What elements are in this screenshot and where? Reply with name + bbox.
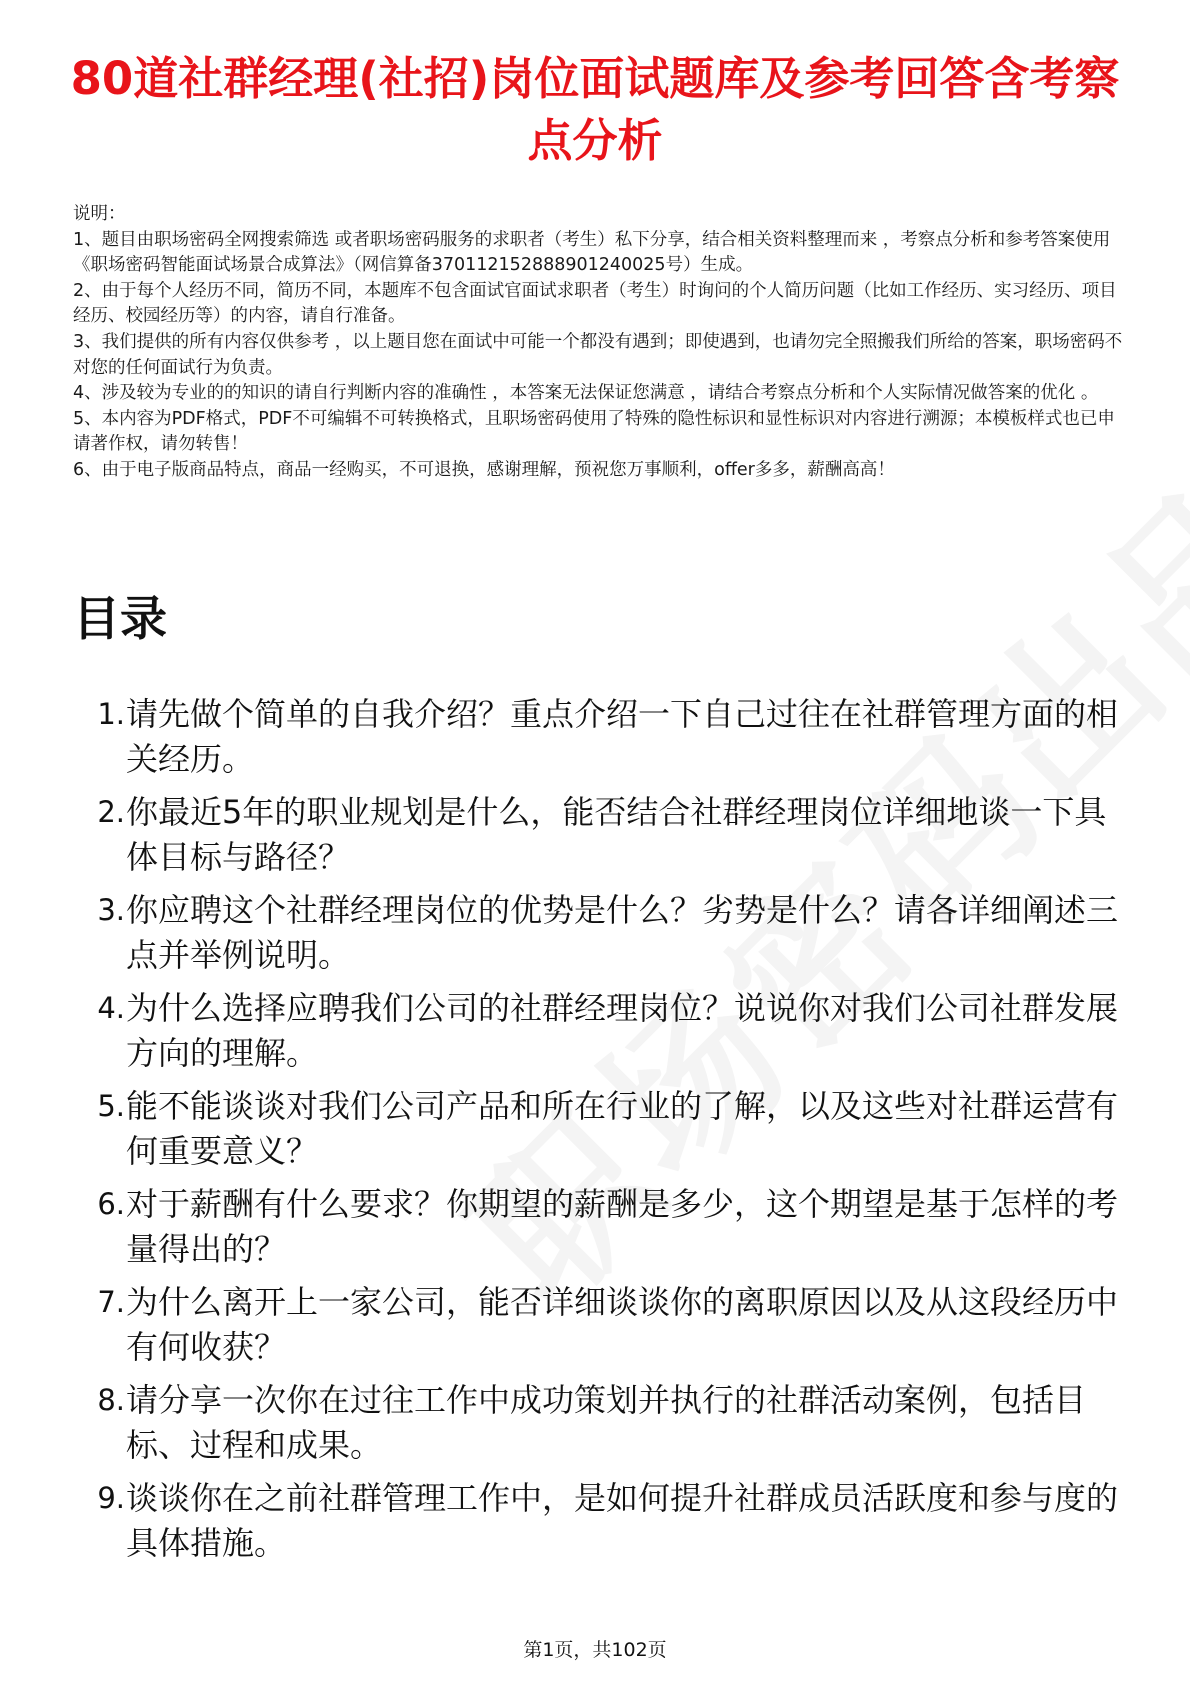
toc-item[interactable] xyxy=(0,1476,1190,1574)
toc-item-text: 谈谈你在之前社群管理工作中，是如何提升社群成员活跃度和参与度的具体措施。 xyxy=(126,1479,1119,1562)
toc-item-text: 为什么离开上一家公司，能否详细谈谈你的离职原因以及从这段经历中有何收获？ xyxy=(126,1283,1119,1366)
toc-item-number: 3. xyxy=(97,893,125,927)
note-item: 1、题目由职场密码全网搜索筛选 或者职场密码服务的求职者（考生）私下分享，结合相关资料整理而来 ，考察点分析和参考答案使用《职场密码智能面试场景合成算法》（网信算备370112152888901240025号）生成。 xyxy=(73,229,1111,276)
toc-item[interactable] xyxy=(0,790,1190,888)
toc-item[interactable] xyxy=(0,1280,1190,1378)
toc-item-number: 8. xyxy=(97,1383,125,1417)
table-of-contents xyxy=(0,692,1190,1574)
toc-item[interactable] xyxy=(0,1182,1190,1280)
toc-item[interactable] xyxy=(0,1378,1190,1476)
document-title: 80道社群经理(社招)岗位面试题库及参考回答含考察点分析 xyxy=(70,52,1120,167)
notes-section xyxy=(73,202,1123,484)
toc-item-text: 请先做个简单的自我介绍？重点介绍一下自己过往在社群管理方面的相关经历。 xyxy=(126,695,1119,778)
toc-item-text: 你最近5年的职业规划是什么，能否结合社群经理岗位详细地谈一下具体目标与路径？ xyxy=(126,793,1107,876)
note-item: 6、由于电子版商品特点，商品一经购买，不可退换，感谢理解，预祝您万事顺利，offer多多，薪酬高高！ xyxy=(73,459,895,480)
toc-item-text: 为什么选择应聘我们公司的社群经理岗位？说说你对我们公司社群发展方向的理解。 xyxy=(126,989,1119,1072)
toc-item[interactable] xyxy=(0,692,1190,790)
toc-item-number: 9. xyxy=(97,1481,125,1515)
toc-item-text: 请分享一次你在过往工作中成功策划并执行的社群活动案例，包括目标、过程和成果。 xyxy=(126,1381,1087,1464)
toc-item-text: 你应聘这个社群经理岗位的优势是什么？劣势是什么？请各详细阐述三点并举例说明。 xyxy=(126,891,1119,974)
toc-item-text: 能不能谈谈对我们公司产品和所在行业的了解，以及这些对社群运营有何重要意义？ xyxy=(126,1087,1119,1170)
page-footer: 第1页，共102页 xyxy=(523,1639,667,1661)
toc-item-text: 对于薪酬有什么要求？你期望的薪酬是多少，这个期望是基于怎样的考量得出的？ xyxy=(126,1185,1119,1268)
toc-item[interactable] xyxy=(0,1084,1190,1182)
note-item: 2、由于每个人经历不同，简历不同，本题库不包含面试官面试求职者（考生）时询问的个人简历问题（比如工作经历、实习经历、项目经历、校园经历等）的内容，请自行准备。 xyxy=(73,280,1117,327)
toc-item[interactable] xyxy=(0,888,1190,986)
toc-item-number: 1. xyxy=(97,697,125,731)
toc-heading: 目录 xyxy=(73,592,167,647)
toc-item-number: 6. xyxy=(97,1187,125,1221)
toc-item-number: 5. xyxy=(97,1089,125,1123)
toc-item[interactable] xyxy=(0,986,1190,1084)
toc-item-number: 7. xyxy=(97,1285,125,1319)
note-item: 3、我们提供的所有内容仅供参考 ，以上题目您在面试中可能一个都没有遇到；即使遇到，也请勿完全照搬我们所给的答案，职场密码不对您的任何面试行为负责。 xyxy=(73,331,1123,378)
note-item: 4、涉及较为专业的的知识的请自行判断内容的准确性 ，本答案无法保证您满意 ，请结合考察点分析和个人实际情况做答案的优化 。 xyxy=(73,383,1099,404)
toc-item-number: 4. xyxy=(97,991,125,1025)
notes-heading: 说明： xyxy=(73,204,126,224)
toc-item-number: 2. xyxy=(97,795,125,829)
note-item: 5、本内容为PDF格式，PDF不可编辑不可转换格式，且职场密码使用了特殊的隐性标识和显性标识对内容进行溯源；本模板样式也已申请著作权，请勿转售！ xyxy=(73,408,1115,455)
